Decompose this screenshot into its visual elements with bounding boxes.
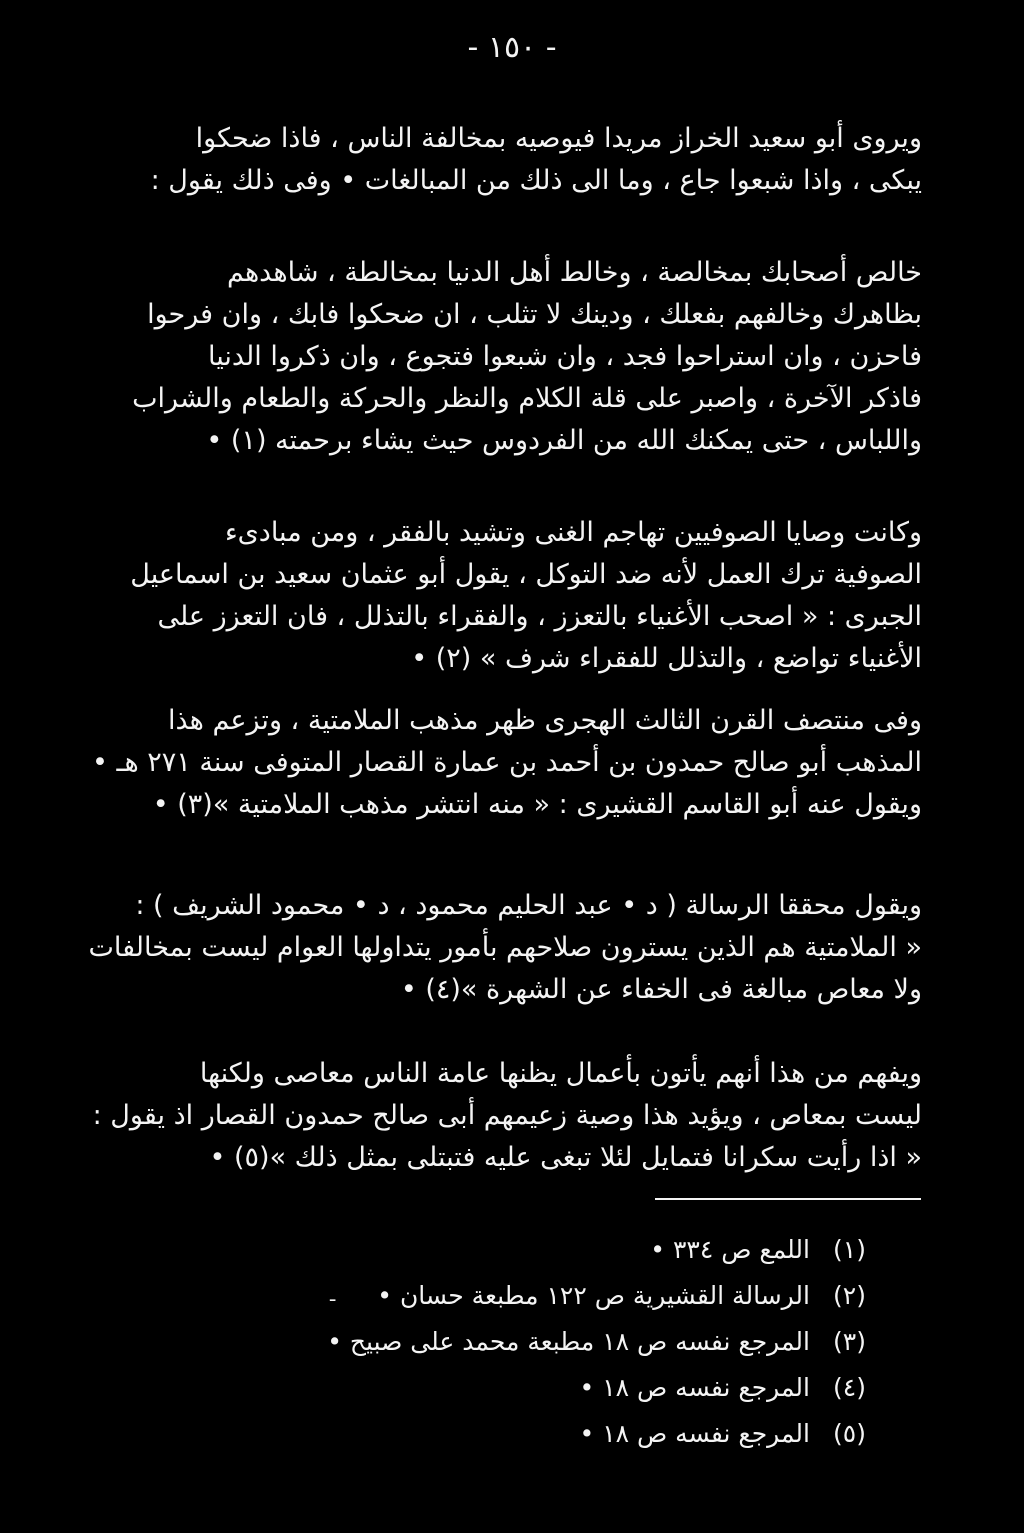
footnote-text: الرسالة القشيرية ص ١٢٢ مطبعة حسان • [377,1280,810,1310]
text-line: المذهب أبو صالح حمدون بن أحمد بن عمارة القصار المتوفى سنة ٢٧١ هـ • [92,747,922,778]
footnote-number: (٢) [833,1280,866,1310]
paragraph-4 [92,700,922,826]
text-line: فاحزن ، وان استراحوا فجد ، وان شبعوا فتجوع ، وان ذكروا الدنيا [208,341,922,372]
footnote-5 [330,1410,866,1456]
text-line: الصوفية ترك العمل لأنه ضد التوكل ، يقول أبو عثمان سعيد بن اسماعيل [130,559,922,590]
paragraph-6 [92,1053,922,1179]
footnote-text: اللمع ص ٣٣٤ • [650,1234,810,1264]
text-line: ويقول عنه أبو القاسم القشيرى : « منه انتشر مذهب الملامتية »(٣) • [152,789,922,820]
text-line: خالص أصحابك بمخالصة ، وخالط أهل الدنيا بمخالطة ، شاهدهم [226,257,922,288]
text-line: ويروى أبو سعيد الخراز مريدا فيوصيه بمخالفة الناس ، فاذا ضحكوا [195,123,922,154]
footnote-text: المرجع نفسه ص ١٨ • [579,1372,810,1402]
footnote-3 [327,1318,866,1364]
text-line: الأغنياء تواضع ، والتذلل للفقراء شرف » (٢) • [411,643,922,674]
footnote-number: (٣) [833,1326,866,1356]
text-line: الجبرى : « اصحب الأغنياء بالتعزز ، والفقراء بالتذلل ، فان التعزز على [157,601,922,632]
footnote-number: (٤) [833,1372,866,1402]
footnote-1 [330,1226,866,1272]
text-line: بظاهرك وخالفهم بفعلك ، ودينك لا تثلب ، ان ضحكوا فابك ، وان فرحوا [147,299,922,330]
text-line: وكانت وصايا الصوفيين تهاجم الغنى وتشيد بالفقر ، ومن مبادىء [224,517,922,548]
paragraph-2 [100,252,922,462]
footnotes [327,1226,866,1456]
text-line: ويقول محققا الرسالة ( د • عبد الحليم محمود ، د • محمود الشريف ) : [135,890,922,921]
text-line: فاذكر الآخرة ، واصبر على قلة الكلام والنظر والحركة والطعام والشراب [132,383,922,414]
footnote-mark: ـ [330,1284,336,1306]
text-line: « الملامتية هم الذين يسترون صلاحهم بأمور يتداولها العوام ليست بمخالفات [88,932,922,963]
text-line: ليست بمعاص ، ويؤيد هذا وصية زعيمهم أبى صالح حمدون القصار اذ يقول : [92,1100,922,1131]
footnote-2 [330,1272,866,1318]
footnote-text: المرجع نفسه ص ١٨ • [579,1418,810,1448]
paragraph-3 [100,512,922,680]
paragraph-5 [88,885,922,1011]
footnote-number: (١) [833,1234,866,1264]
text-line: ويفهم من هذا أنهم يأتون بأعمال يظنها عامة الناس معاصى ولكنها [199,1058,922,1089]
text-line: يبكى ، واذا شبعوا جاع ، وما الى ذلك من المبالغات • وفى ذلك يقول : [150,165,922,196]
text-line: « اذا رأيت سكرانا فتمايل لئلا تبغى عليه فتبتلى بمثل ذلك »(٥) • [209,1142,922,1173]
footnote-4 [330,1364,866,1410]
paragraph-1 [100,118,922,202]
footnote-text: المرجع نفسه ص ١٨ مطبعة محمد على صبيح • [327,1326,810,1356]
text-line: ولا معاص مبالغة فى الخفاء عن الشهرة »(٤) • [400,974,922,1005]
text-line: وفى منتصف القرن الثالث الهجرى ظهر مذهب الملامتية ، وتزعم هذا [167,705,922,736]
footnote-number: (٥) [833,1418,866,1448]
text-line: واللباس ، حتى يمكنك الله من الفردوس حيث يشاء برحمته (١) • [206,425,922,456]
footnote-divider [655,1198,921,1200]
page-number: - ١٥٠ - [467,30,557,65]
